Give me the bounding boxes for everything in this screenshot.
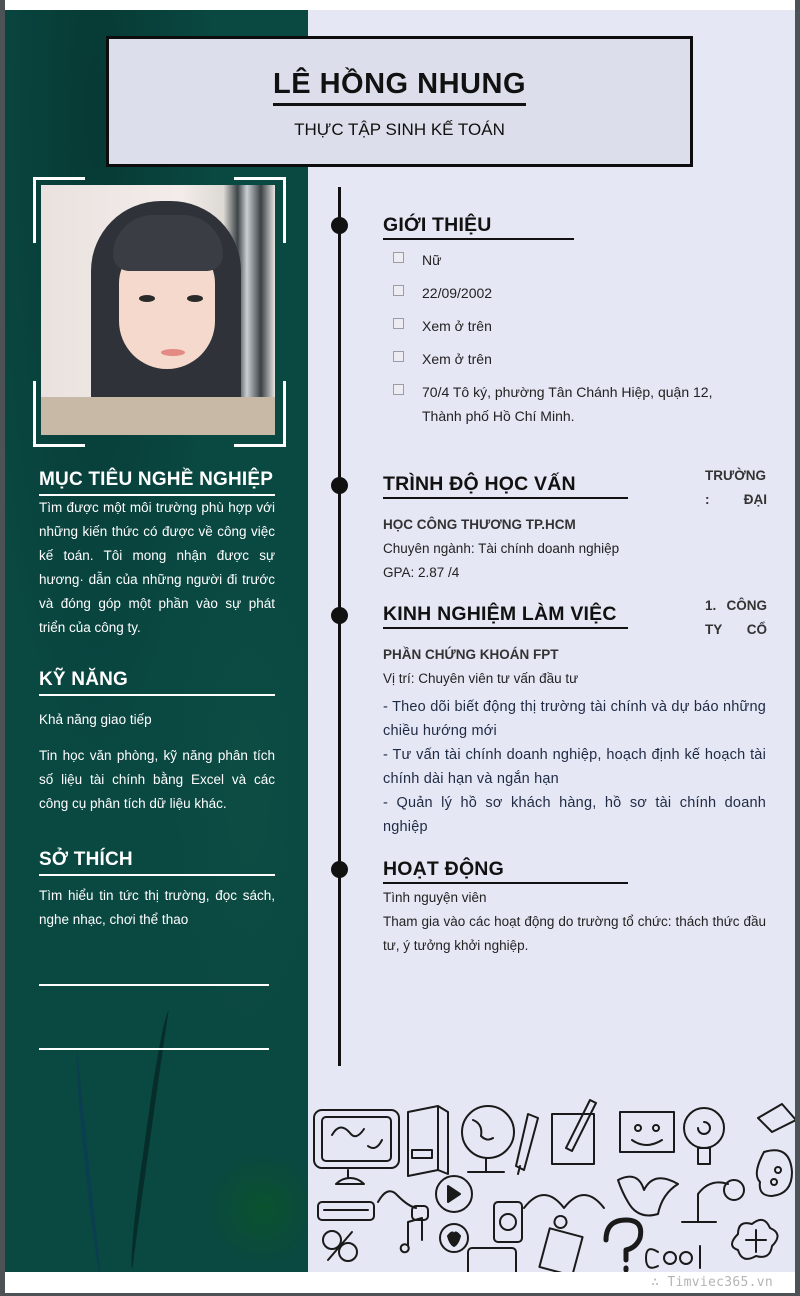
- clipboard-icon: [539, 1228, 582, 1272]
- picture-frame-icon: [620, 1112, 674, 1152]
- question-mark-icon: [606, 1220, 641, 1270]
- intro-item-text: Nữ: [422, 252, 442, 268]
- school-name: HỌC CÔNG THƯƠNG TP.HCM: [383, 517, 576, 532]
- intro-item-text: Xem ở trên: [422, 351, 492, 367]
- company-name: PHẦN CHỨNG KHOÁN FPT: [383, 647, 559, 662]
- bird-icon: [618, 1177, 678, 1216]
- position: Vị trí: Chuyên viên tư vấn đầu tư: [383, 671, 579, 686]
- experience-bullet: - Quản lý hồ sơ khách hàng, hồ sơ tài chính doanh nghiệp: [383, 795, 766, 835]
- intro-item-text: 70/4 Tô ký, phường Tân Chánh Hiệp, quận 12, Thành phố Hồ Chí Minh.: [422, 384, 713, 424]
- monitor-icon: [314, 1110, 399, 1184]
- brush-stroke-decoration: [73, 1050, 109, 1272]
- education-side-note: [705, 464, 767, 512]
- doodle-illustration: [308, 1090, 795, 1272]
- side-note-line: [705, 594, 767, 618]
- intro-item-email: [383, 347, 766, 371]
- tablet-icon: [468, 1248, 516, 1272]
- skills-title: KỸ NĂNG: [39, 668, 275, 696]
- photo-shirt: [41, 397, 275, 435]
- timeline-dot-icon: [331, 861, 348, 878]
- major: Chuyên ngành: Tài chính doanh nghiệp: [383, 541, 620, 556]
- timeline-dot-icon: [331, 477, 348, 494]
- intro-item-text: 22/09/2002: [422, 285, 493, 301]
- side-note-text: :: [705, 492, 710, 507]
- header-box: [106, 36, 693, 167]
- intro-list: [383, 248, 766, 428]
- skills-section: [39, 668, 275, 816]
- skill-item: Khả năng giao tiếp: [39, 712, 152, 727]
- checkbox-icon: [393, 384, 404, 395]
- sidebar: [5, 10, 308, 1272]
- activities-title: HOẠT ĐỘNG: [383, 857, 628, 884]
- experience-bullets: [383, 695, 766, 839]
- candidate-name: LÊ HỒNG NHUNG: [273, 67, 526, 106]
- music-note-icon: [401, 1218, 422, 1252]
- side-note-text: CÔNG: [726, 598, 767, 613]
- checkbox-icon: [393, 318, 404, 329]
- side-note-text: 1.: [705, 598, 717, 613]
- mp3-player-icon: [494, 1202, 522, 1242]
- intro-title: GIỚI THIỆU: [383, 213, 574, 240]
- photo-lips: [161, 349, 185, 356]
- objective-section: [39, 468, 275, 640]
- medical-cross-icon: [732, 1220, 778, 1259]
- objective-title: MỤC TIÊU NGHỀ NGHIỆP: [39, 468, 275, 496]
- computer-tower-icon: [408, 1106, 448, 1176]
- notepad-pencil-icon: [552, 1100, 596, 1164]
- checkbox-icon: [393, 252, 404, 263]
- photo-bangs: [113, 215, 223, 271]
- activity-text: Tham gia vào các hoạt động do trường tổ chức: thách thức đầu tư, ý tưởng khởi nghiệp.: [383, 914, 766, 953]
- gpa: GPA: 2.87 /4: [383, 565, 460, 580]
- divider-line: [39, 1048, 269, 1050]
- play-button-icon: [436, 1176, 472, 1212]
- experience-side-note: [705, 594, 767, 642]
- globe-icon: [462, 1106, 514, 1172]
- palette-icon: [757, 1150, 792, 1196]
- intro-item-text: Xem ở trên: [422, 318, 492, 334]
- hobbies-section: [39, 848, 275, 932]
- timeline-line: [338, 187, 341, 1066]
- objective-text: Tìm được một môi trường phù hợp với những kiến thức có được về công việc kế toán. Tôi mong nhận được sự hương· dẫn của những người đi trước và đóng góp một phần vào sự phát triển của công ty.: [39, 500, 275, 635]
- side-note-line: [705, 618, 767, 642]
- side-note-text: ĐẠI: [743, 492, 767, 507]
- intro-item-address: [383, 380, 713, 428]
- heart-badge-icon: [440, 1224, 468, 1252]
- education-title: TRÌNH ĐỘ HỌC VẤN: [383, 472, 628, 499]
- activities-section: [383, 857, 766, 958]
- hobbies-text: Tìm hiểu tin tức thị trường, đọc sách, nghe nhạc, chơi thể thao: [39, 888, 275, 927]
- intro-item-gender: [383, 248, 766, 272]
- side-note-text: CỔ: [746, 622, 767, 637]
- page: [5, 0, 795, 1293]
- timeline-dot-icon: [331, 607, 348, 624]
- profile-photo: [41, 185, 275, 435]
- desk-lamp-icon: [682, 1180, 744, 1222]
- intro-item-phone: [383, 314, 766, 338]
- headphones-icon: [524, 1195, 604, 1228]
- photo-eye: [187, 295, 203, 302]
- activity-role: Tình nguyện viên: [383, 890, 487, 905]
- side-note-line: [705, 488, 767, 512]
- checkbox-icon: [393, 351, 404, 362]
- intro-section: [383, 213, 766, 437]
- lightbulb-icon: [684, 1108, 724, 1164]
- divider-line: [39, 984, 269, 986]
- experience-bullet: - Tư vấn tài chính doanh nghiệp, hoạch định kế hoạch tài chính dài hạn và ngắn hạn: [383, 747, 766, 787]
- side-note-text: TRƯỜNG: [705, 468, 766, 483]
- checkbox-icon: [393, 285, 404, 296]
- graduation-cap-icon: [758, 1104, 795, 1132]
- side-note-text: TY: [705, 622, 723, 637]
- pen-icon: [516, 1114, 538, 1174]
- candidate-role: THỰC TẬP SINH KẾ TOÁN: [294, 120, 505, 139]
- photo-eye: [139, 295, 155, 302]
- cool-text-icon: [646, 1246, 700, 1268]
- keyboard-icon: [318, 1202, 374, 1220]
- skill-item: Tin học văn phòng, kỹ năng phân tích số liệu tài chính bằng Excel và các công cụ phân tích dữ liệu khác.: [39, 748, 275, 811]
- experience-title: KINH NGHIỆM LÀM VIỆC: [383, 602, 628, 629]
- hobbies-title: SỞ THÍCH: [39, 848, 275, 876]
- watermark: ∴ Timviec365.vn: [651, 1275, 773, 1290]
- experience-bullet: - Theo dõi biết động thị trường tài chính và dự báo những chiều hướng mới: [383, 699, 766, 739]
- scissors-icon: [323, 1231, 357, 1261]
- cv-sheet: [5, 10, 795, 1272]
- photo-frame: [28, 177, 286, 447]
- intro-item-birthdate: [383, 281, 766, 305]
- mouse-icon: [378, 1191, 428, 1220]
- timeline-dot-icon: [331, 217, 348, 234]
